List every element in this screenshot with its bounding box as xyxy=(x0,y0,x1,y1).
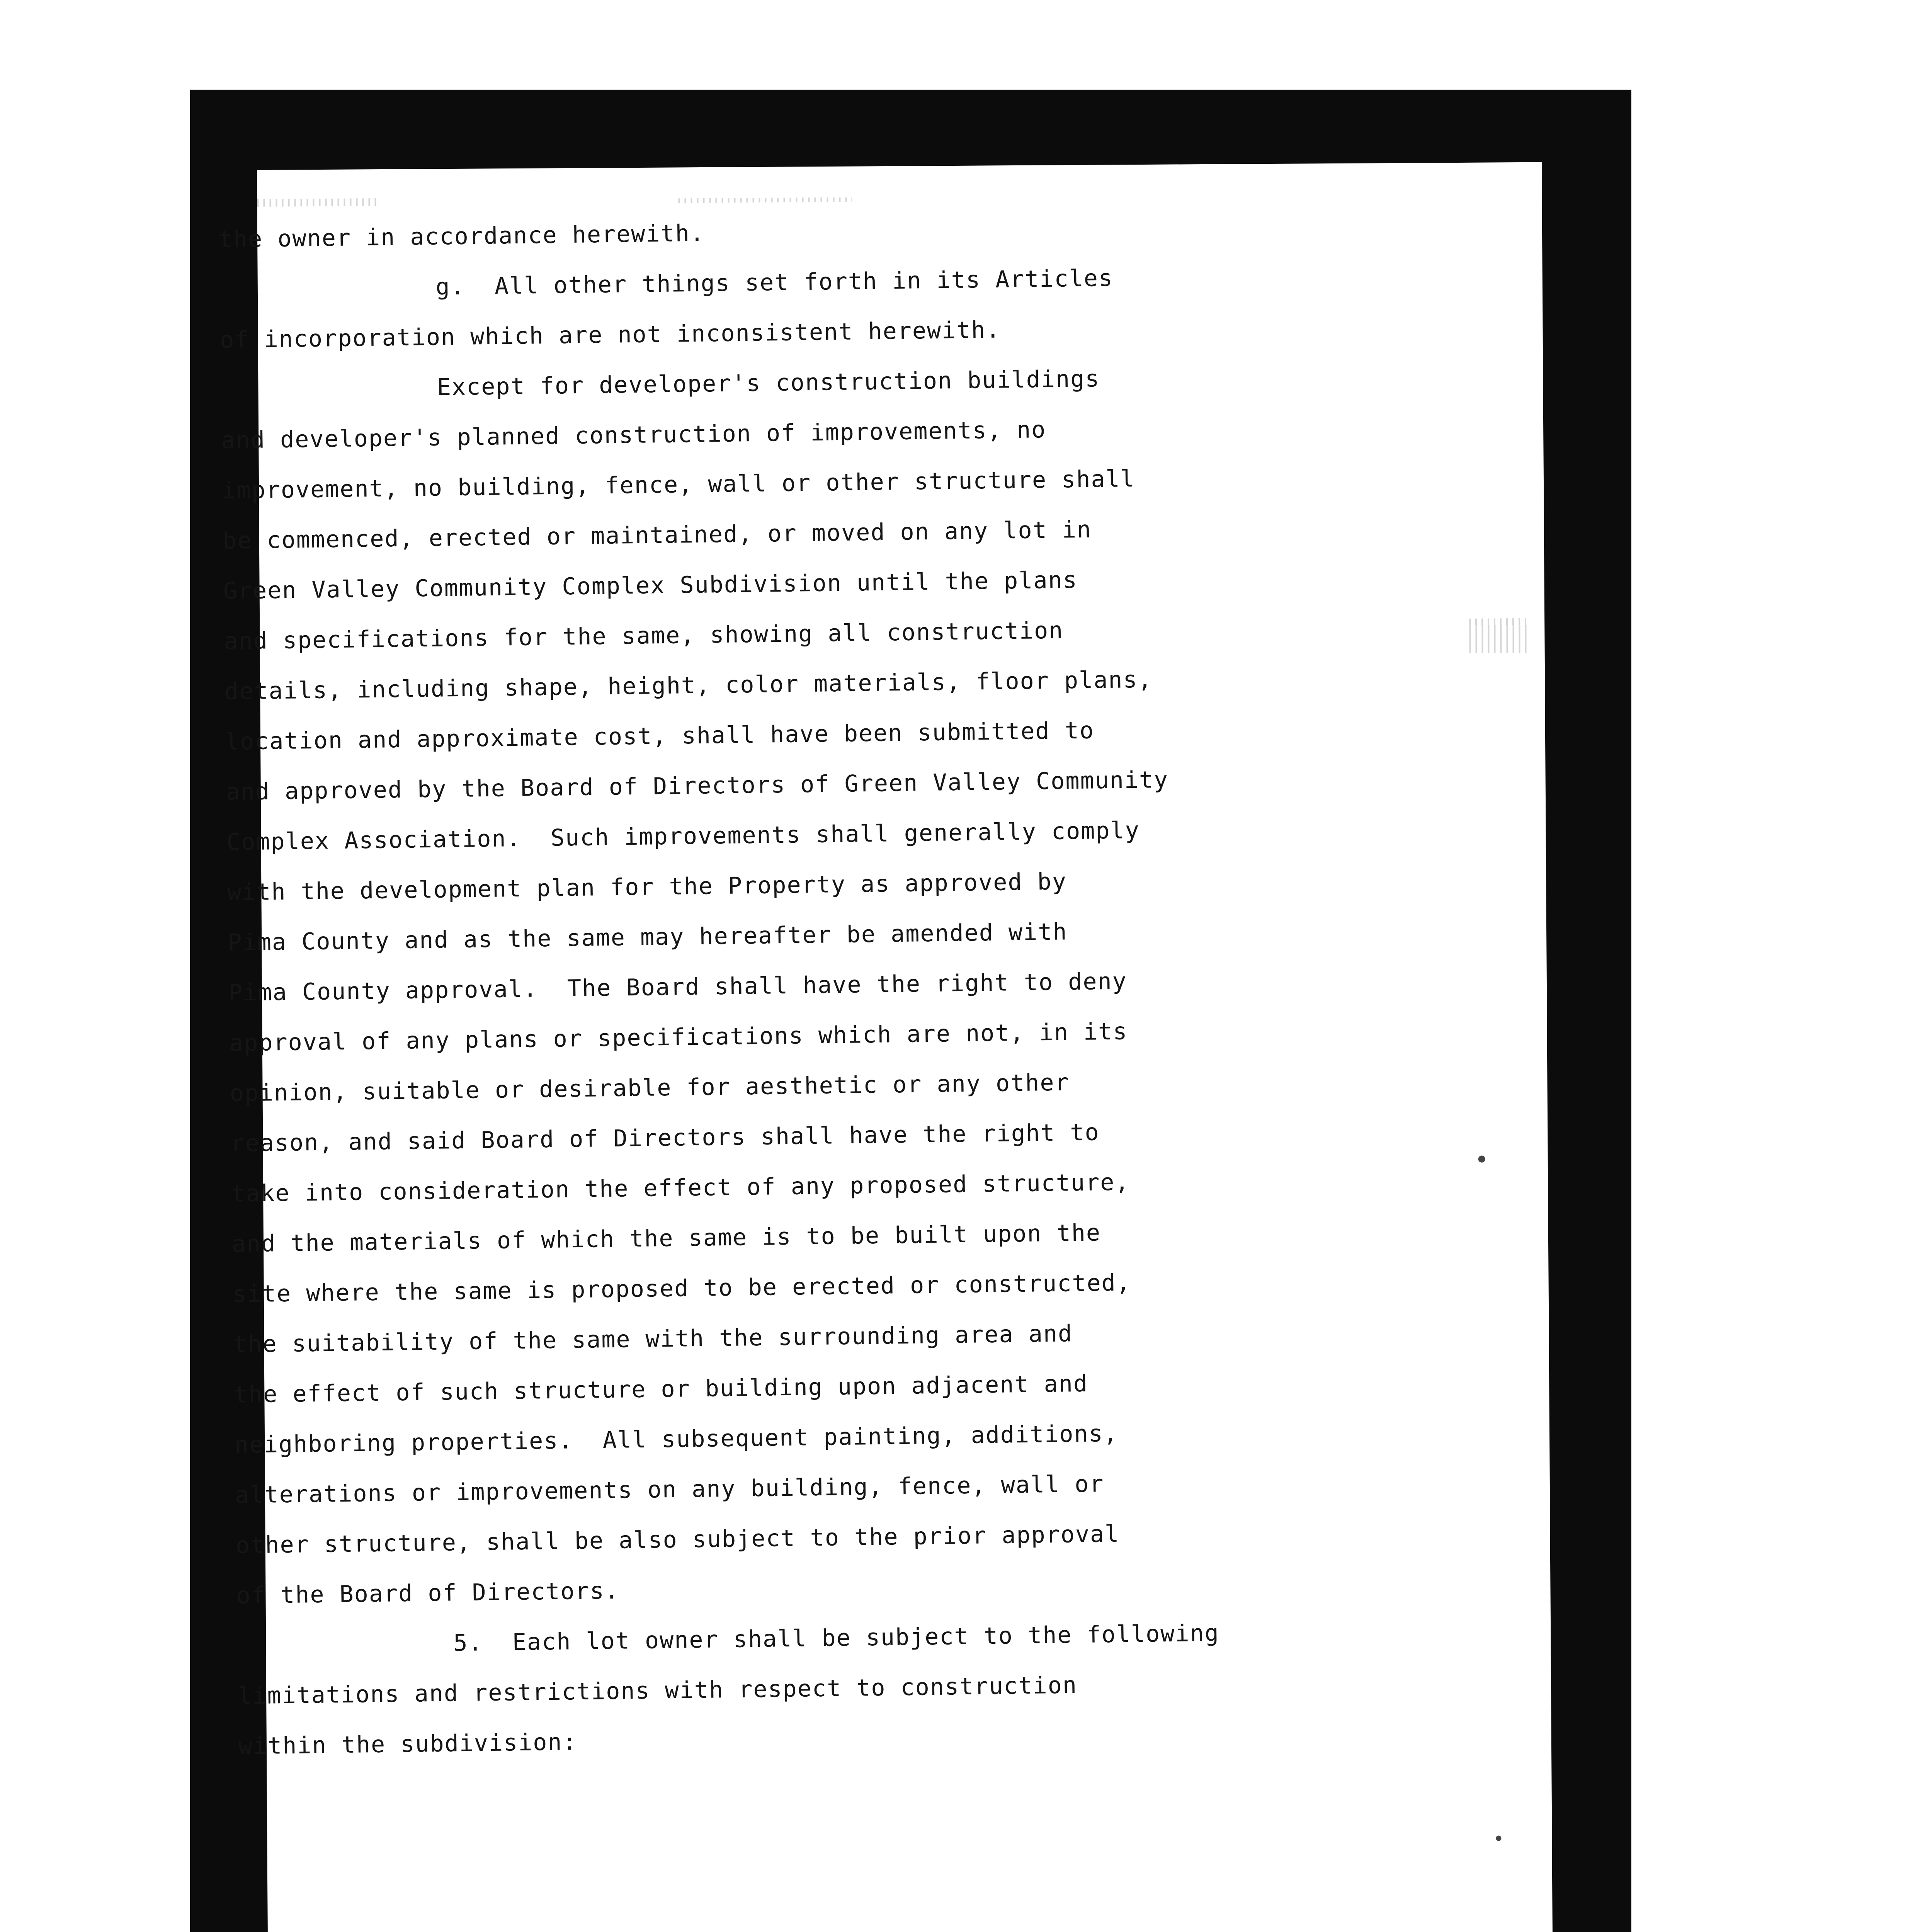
text-line: location and approximate cost, shall have been submitted to xyxy=(225,717,1095,755)
text-line: the effect of such structure or building upon adjacent and xyxy=(233,1370,1088,1408)
text-line: improvement, no building, fence, wall or other structure shall xyxy=(221,465,1136,504)
text-line: take into consideration the effect of any proposed structure, xyxy=(231,1168,1130,1208)
text-line: within the subdivision: xyxy=(238,1728,578,1760)
scan-speck xyxy=(1478,1156,1485,1163)
text-line: opinion, suitable or desirable for aesthetic or any other xyxy=(230,1069,1070,1107)
text-line: and developer's planned construction of improvements, no xyxy=(221,416,1046,454)
text-line: limitations and restrictions with respect to construction xyxy=(237,1672,1078,1710)
text-line: site where the same is proposed to be erected or constructed, xyxy=(232,1269,1131,1308)
text-line: Pima County and as the same may hereafter be amended with xyxy=(228,918,1068,956)
text-line: the owner in accordance herewith. xyxy=(218,219,705,253)
text-line: and the materials of which the same is to be built upon the xyxy=(231,1219,1101,1258)
text-line: alterations or improvements on any building, fence, wall or xyxy=(235,1470,1104,1509)
text-line: and approved by the Board of Directors of Green Valley Community xyxy=(226,766,1169,806)
text-line: be commenced, erected or maintained, or moved on any lot in xyxy=(222,516,1092,554)
top-edge-noise-right xyxy=(678,197,852,203)
text-line: 5. Each lot owner shall be subject to the following xyxy=(453,1619,1220,1657)
text-line: g. All other things set forth in its Articles xyxy=(435,264,1114,301)
text-line: Complex Association. Such improvements shall generally comply xyxy=(226,816,1140,856)
text-line: Green Valley Community Complex Subdivision until the plans xyxy=(223,566,1078,605)
top-edge-noise xyxy=(257,198,381,207)
text-line: of incorporation which are not inconsistent herewith. xyxy=(219,316,1001,354)
body-text xyxy=(218,201,1263,1771)
text-line: neighboring properties. All subsequent painting, additions, xyxy=(234,1420,1119,1459)
text-line: Except for developer's construction buildings xyxy=(437,365,1100,401)
text-line: Pima County approval. The Board shall have the right to deny xyxy=(228,968,1128,1007)
text-line: approval of any plans or specifications which are not, in its xyxy=(229,1018,1128,1057)
scan-speck xyxy=(1496,1835,1501,1841)
text-line: the suitability of the same with the surrounding area and xyxy=(233,1320,1073,1358)
right-edge-noise xyxy=(1469,618,1531,653)
text-line: and specifications for the same, showing all construction xyxy=(224,617,1064,655)
text-line: details, including shape, height, color materials, floor plans, xyxy=(224,666,1153,705)
text-line: with the development plan for the Property as approved by xyxy=(227,868,1067,906)
text-line: other structure, shall be also subject to the prior approval xyxy=(235,1520,1120,1559)
text-line: of the Board of Directors. xyxy=(236,1577,620,1609)
text-line: reason, and said Board of Directors shall have the right to xyxy=(230,1119,1100,1157)
